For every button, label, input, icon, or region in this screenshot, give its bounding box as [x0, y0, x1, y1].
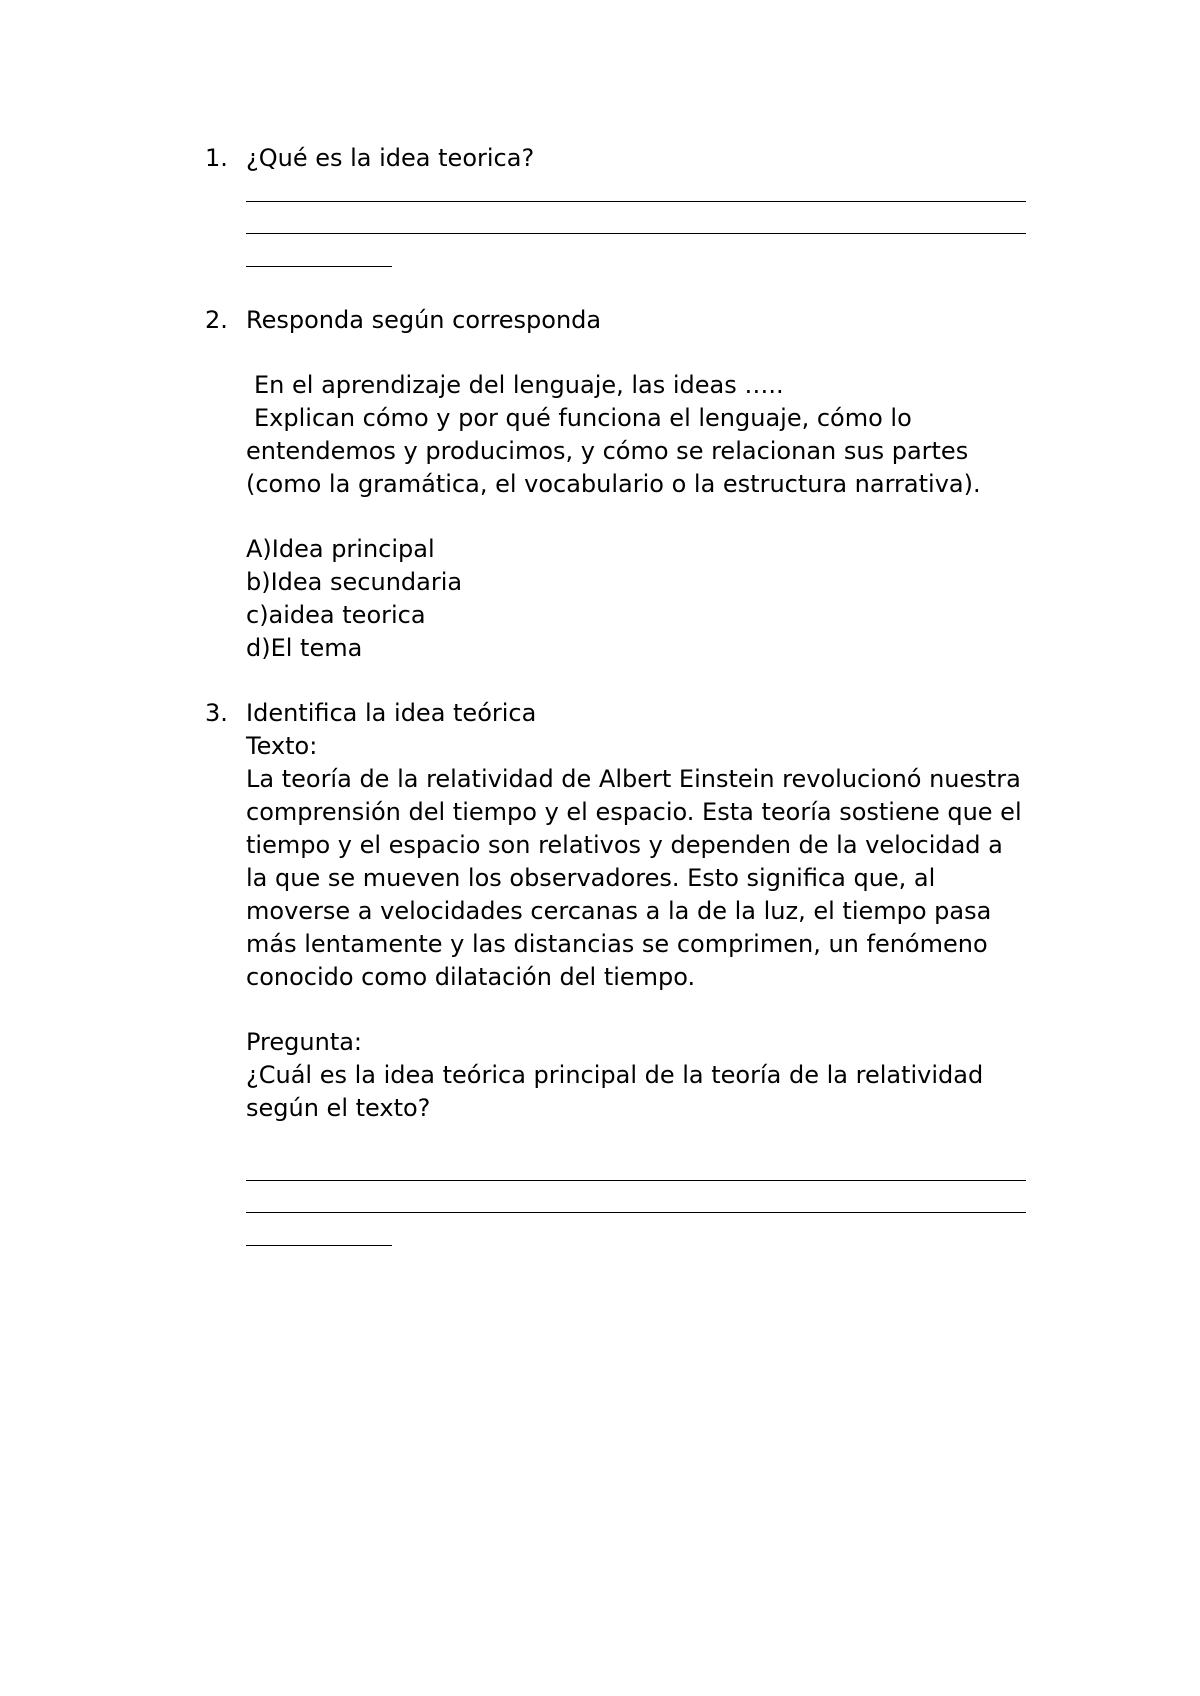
question-3-text-line: más lentamente y las distancias se comprimen, un fenómeno — [246, 930, 988, 958]
question-2-option-b: b)Idea secundaria — [246, 568, 463, 596]
question-3-text-line: la que se mueven los observadores. Esto significa que, al — [246, 864, 936, 892]
question-3-question-line: según el texto? — [246, 1094, 431, 1122]
question-3-number: 3. — [205, 699, 228, 727]
question-2-option-d: d)El tema — [246, 634, 363, 662]
answer-line-1c — [246, 266, 392, 267]
question-3-question-line: ¿Cuál es la idea teórica principal de la teoría de la relatividad — [246, 1061, 984, 1089]
question-3-question-label: Pregunta: — [246, 1028, 363, 1056]
question-3-text-line: La teoría de la relatividad de Albert Einstein revolucionó nuestra — [246, 765, 1021, 793]
question-3-prompt: Identifica la idea teórica — [246, 699, 537, 727]
question-3-text-line: conocido como dilatación del tiempo. — [246, 963, 696, 991]
question-2-statement-line: (como la gramática, el vocabulario o la estructura narrativa). — [246, 470, 981, 498]
question-2-prompt: Responda según corresponda — [246, 306, 602, 334]
question-2-statement-line: Explican cómo y por qué funciona el lenguaje, cómo lo — [254, 404, 912, 432]
question-3-text-line: moverse a velocidades cercanas a la de la luz, el tiempo pasa — [246, 897, 992, 925]
question-3-text-line: comprensión del tiempo y el espacio. Esta teoría sostiene que el — [246, 798, 1022, 826]
answer-line-3a — [246, 1180, 1026, 1181]
question-2-option-c: c)aidea teorica — [246, 601, 426, 629]
answer-line-1b — [246, 233, 1026, 234]
question-1-prompt: ¿Qué es la idea teorica? — [246, 144, 535, 172]
question-1-number: 1. — [205, 144, 228, 172]
question-3-text-line: tiempo y el espacio son relativos y dependen de la velocidad a — [246, 831, 1003, 859]
question-3-text-label: Texto: — [246, 732, 318, 760]
question-2-statement-line: entendemos y producimos, y cómo se relacionan sus partes — [246, 437, 969, 465]
answer-line-3c — [246, 1245, 392, 1246]
question-2-number: 2. — [205, 306, 228, 334]
answer-line-3b — [246, 1212, 1026, 1213]
question-2-statement-line: En el aprendizaje del lenguaje, las ideas ….. — [254, 371, 784, 399]
question-2-option-a: A)Idea principal — [246, 535, 435, 563]
answer-line-1a — [246, 201, 1026, 202]
